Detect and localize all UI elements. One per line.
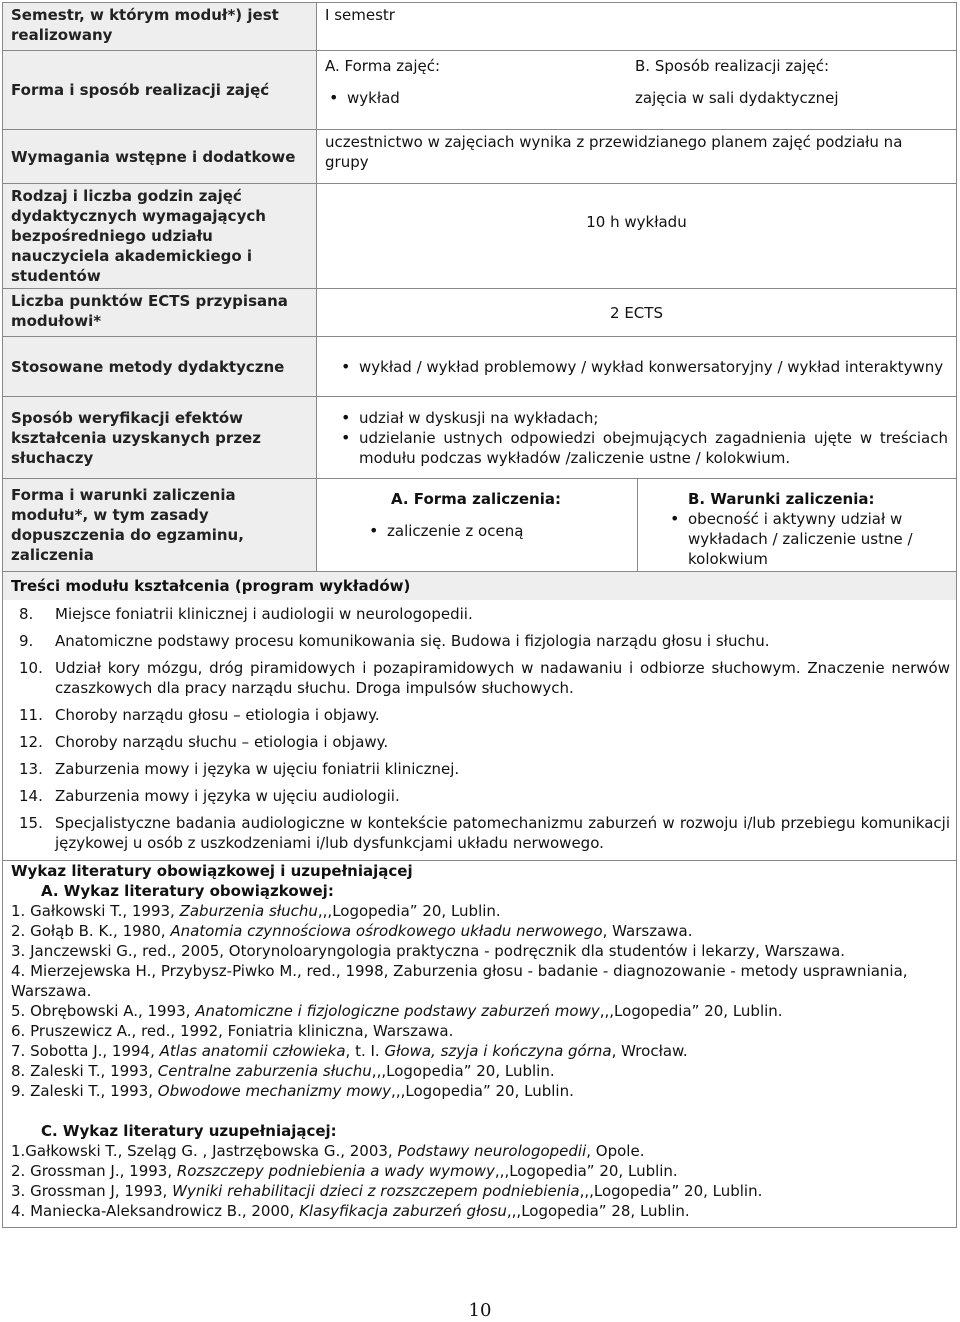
requirements-value: uczestnictwo w zajęciach wynika z przewidzianego planem zajęć podziału na grupy bbox=[317, 130, 957, 184]
content-item-text: Udział kory mózgu, dróg piramidowych i pozapiramidowych w nadawaniu i odbiorze słuchowym. Znaczenie nerwów czaszkowych dla pracy narządu słuchu. Droga impulsów słuchowych. bbox=[55, 659, 950, 697]
verification-label: Sposób weryfikacji efektów kształcenia uzyskanych przez słuchaczy bbox=[3, 397, 317, 479]
content-item-number: 11. bbox=[19, 706, 43, 724]
literature-item-text: ,,,Logopedia” 20, Lublin. bbox=[391, 1082, 574, 1100]
row-semester bbox=[3, 3, 957, 51]
literature-item-text: ,,,Logopedia” 20, Lublin. bbox=[317, 902, 501, 920]
syllabus-table bbox=[2, 2, 957, 1228]
literature-title: Wykaz literatury obowiązkowej i uzupełniającej bbox=[11, 862, 413, 880]
literature-item-title: Głowa, szyja i kończyna górna bbox=[384, 1042, 612, 1060]
content-item bbox=[3, 705, 956, 725]
literature-item bbox=[11, 1141, 948, 1161]
content-item-number: 8. bbox=[19, 605, 34, 623]
row-content bbox=[3, 572, 957, 861]
syllabus-page bbox=[2, 2, 957, 1228]
credit-a-title: A. Forma zaliczenia: bbox=[391, 490, 561, 508]
literature-item-title: Zaburzenia słuchu bbox=[179, 902, 318, 920]
content-item-number: 12. bbox=[19, 733, 43, 751]
row-literature bbox=[3, 861, 957, 1228]
literature-item-text: , Opole. bbox=[586, 1142, 645, 1160]
literature-item bbox=[11, 1161, 948, 1181]
literature-item-text: 7. Sobotta J., 1994, bbox=[11, 1042, 160, 1060]
literature-item-title: Klasyfikacja zaburzeń głosu bbox=[299, 1202, 507, 1220]
literature-item-text: ,,,Logopedia” 28, Lublin. bbox=[506, 1202, 690, 1220]
literature-c-list bbox=[11, 1141, 948, 1221]
literature-item-text: 1.Gałkowski T., Szeląg G. , Jastrzębowska G., 2003, bbox=[11, 1142, 398, 1160]
literature-c-title: C. Wykaz literatury uzupełniającej: bbox=[41, 1122, 337, 1140]
literature-item bbox=[11, 1201, 948, 1221]
content-item-text: Specjalistyczne badania audiologiczne w kontekście patomechanizmu zaburzeń w rozwoju i/lub przebiegu komunikacji językowej u osób z uszkodzeniami i/lub dysfunkcjami układu nerwowego. bbox=[55, 814, 950, 852]
literature-item-title: Centralne zaburzenia słuchu bbox=[157, 1062, 372, 1080]
row-ects bbox=[3, 289, 957, 337]
content-list bbox=[3, 604, 956, 853]
content-item bbox=[3, 759, 956, 779]
content-item bbox=[3, 732, 956, 752]
literature-item-text: 2. Grossman J., 1993, bbox=[11, 1162, 177, 1180]
literature-item-text: ,,,Logopedia” 20, Lublin. bbox=[599, 1002, 783, 1020]
content-item-text: Zaburzenia mowy i języka w ujęciu foniatrii klinicznej. bbox=[55, 760, 460, 778]
literature-item-text: 8. Zaleski T., 1993, bbox=[11, 1062, 158, 1080]
content-item bbox=[3, 786, 956, 806]
semester-label: Semestr, w którym moduł*) jest realizowany bbox=[3, 3, 317, 51]
form-b-item: zajęcia w sali dydaktycznej bbox=[635, 89, 839, 107]
row-credit bbox=[3, 479, 957, 572]
ects-value: 2 ECTS bbox=[317, 289, 957, 337]
literature-item-text: 9. Zaleski T., 1993, bbox=[11, 1082, 158, 1100]
literature-item-text: , Wrocław. bbox=[611, 1042, 688, 1060]
form-a-item: • wykład bbox=[347, 88, 635, 108]
verification-item: • udzielanie ustnych odpowiedzi obejmujących zagadnienia ujęte w treściach modułu podczas wykładów /zaliczenie ustne / kolokwium. bbox=[359, 428, 948, 468]
literature-item-text: , t. I. bbox=[345, 1042, 385, 1060]
literature-item-title: Rozszczepy podniebienia a wady wymowy bbox=[176, 1162, 495, 1180]
literature-item-text: ,,,Logopedia” 20, Lublin. bbox=[579, 1182, 763, 1200]
literature-item-title: Atlas anatomii człowieka bbox=[159, 1042, 346, 1060]
row-requirements bbox=[3, 130, 957, 184]
semester-value: I semestr bbox=[317, 3, 957, 51]
content-item bbox=[3, 658, 956, 698]
literature-item-text: 3. Grossman J, 1993, bbox=[11, 1182, 173, 1200]
literature-item bbox=[11, 1021, 948, 1041]
content-item-number: 10. bbox=[19, 659, 43, 677]
credit-a-item: • zaliczenie z oceną bbox=[387, 521, 637, 541]
literature-a-title: A. Wykaz literatury obowiązkowej: bbox=[41, 882, 334, 900]
literature-item-title: Obwodowe mechanizmy mowy bbox=[157, 1082, 392, 1100]
form-label: Forma i sposób realizacji zajęć bbox=[3, 51, 317, 130]
literature-item bbox=[11, 921, 948, 941]
literature-item-text: 4. Mierzejewska H., Przybysz-Piwko M., red., 1998, Zaburzenia głosu - badanie - diagnozowanie - metody usprawniania, Warszawa. bbox=[11, 962, 908, 1000]
hours-value: 10 h wykładu bbox=[317, 184, 957, 289]
content-item-text: Miejsce foniatrii klinicznej i audiologii w neurologopedii. bbox=[55, 605, 473, 623]
literature-item bbox=[11, 1001, 948, 1021]
literature-item-title: Anatomiczne i fizjologiczne podstawy zaburzeń mowy bbox=[195, 1002, 600, 1020]
literature-item-text: 3. Janczewski G., red., 2005, Otorynoloaryngologia praktyczna - podręcznik dla studentów i lekarzy, Warszawa. bbox=[11, 942, 846, 960]
content-item bbox=[3, 631, 956, 651]
content-item-number: 14. bbox=[19, 787, 43, 805]
page-number: 10 bbox=[468, 1300, 492, 1321]
content-item-text: Choroby narządu słuchu – etiologia i objawy. bbox=[55, 733, 389, 751]
literature-a-list bbox=[11, 901, 948, 1101]
literature-item bbox=[11, 1181, 948, 1201]
literature-item bbox=[11, 1061, 948, 1081]
literature-item-text: ,,,Logopedia” 20, Lublin. bbox=[494, 1162, 678, 1180]
credit-label: Forma i warunki zaliczenia modułu*, w tym zasady dopuszczenia do egzaminu, zaliczenia bbox=[3, 479, 317, 572]
literature-item bbox=[11, 941, 948, 961]
literature-item-title: Podstawy neurologopedii bbox=[397, 1142, 587, 1160]
literature-item bbox=[11, 1081, 948, 1101]
literature-item bbox=[11, 901, 948, 921]
literature-item bbox=[11, 1041, 948, 1061]
literature-item-text: ,,,Logopedia” 20, Lublin. bbox=[371, 1062, 555, 1080]
methods-item: • wykład / wykład problemowy / wykład konwersatoryjny / wykład interaktywny bbox=[359, 357, 948, 377]
requirements-label: Wymagania wstępne i dodatkowe bbox=[3, 130, 317, 184]
verification-item: • udział w dyskusji na wykładach; bbox=[359, 408, 948, 428]
methods-label: Stosowane metody dydaktyczne bbox=[3, 337, 317, 397]
credit-b-title: B. Warunki zaliczenia: bbox=[688, 490, 875, 508]
literature-item bbox=[11, 961, 948, 1001]
literature-item-text: 5. Obrębowski A., 1993, bbox=[11, 1002, 196, 1020]
content-item-number: 15. bbox=[19, 814, 43, 832]
content-item-text: Choroby narządu głosu – etiologia i objawy. bbox=[55, 706, 380, 724]
content-title: Treści modułu kształcenia (program wykładów) bbox=[3, 572, 956, 600]
row-methods bbox=[3, 337, 957, 397]
content-item bbox=[3, 813, 956, 853]
literature-item-text: , Warszawa. bbox=[602, 922, 693, 940]
content-item bbox=[3, 604, 956, 624]
content-item-text: Zaburzenia mowy i języka w ujęciu audiologii. bbox=[55, 787, 400, 805]
content-item-text: Anatomiczne podstawy procesu komunikowania się. Budowa i fizjologia narządu głosu i słuchu. bbox=[55, 632, 770, 650]
credit-b-item: • obecność i aktywny udział w wykładach / zaliczenie ustne / kolokwium bbox=[688, 509, 948, 569]
hours-label: Rodzaj i liczba godzin zajęć dydaktycznych wymagających bezpośredniego udziału nauczyciela akademickiego i studentów bbox=[3, 184, 317, 289]
content-item-number: 13. bbox=[19, 760, 43, 778]
literature-item-text: 1. Gałkowski T., 1993, bbox=[11, 902, 180, 920]
row-verification bbox=[3, 397, 957, 479]
ects-label: Liczba punktów ECTS przypisana modułowi* bbox=[3, 289, 317, 337]
form-a-title: A. Forma zajęć: bbox=[325, 57, 441, 75]
literature-item-text: 6. Pruszewicz A., red., 1992, Foniatria kliniczna, Warszawa. bbox=[11, 1022, 454, 1040]
literature-item-title: Anatomia czynnościowa ośrodkowego układu nerwowego bbox=[170, 922, 603, 940]
row-hours bbox=[3, 184, 957, 289]
literature-item-title: Wyniki rehabilitacji dzieci z rozszczepem podniebienia bbox=[172, 1182, 580, 1200]
row-form bbox=[3, 51, 957, 130]
literature-item-text: 2. Gołąb B. K., 1980, bbox=[11, 922, 171, 940]
content-item-number: 9. bbox=[19, 632, 34, 650]
form-b-title: B. Sposób realizacji zajęć: bbox=[635, 57, 830, 75]
literature-item-text: 4. Maniecka-Aleksandrowicz B., 2000, bbox=[11, 1202, 300, 1220]
